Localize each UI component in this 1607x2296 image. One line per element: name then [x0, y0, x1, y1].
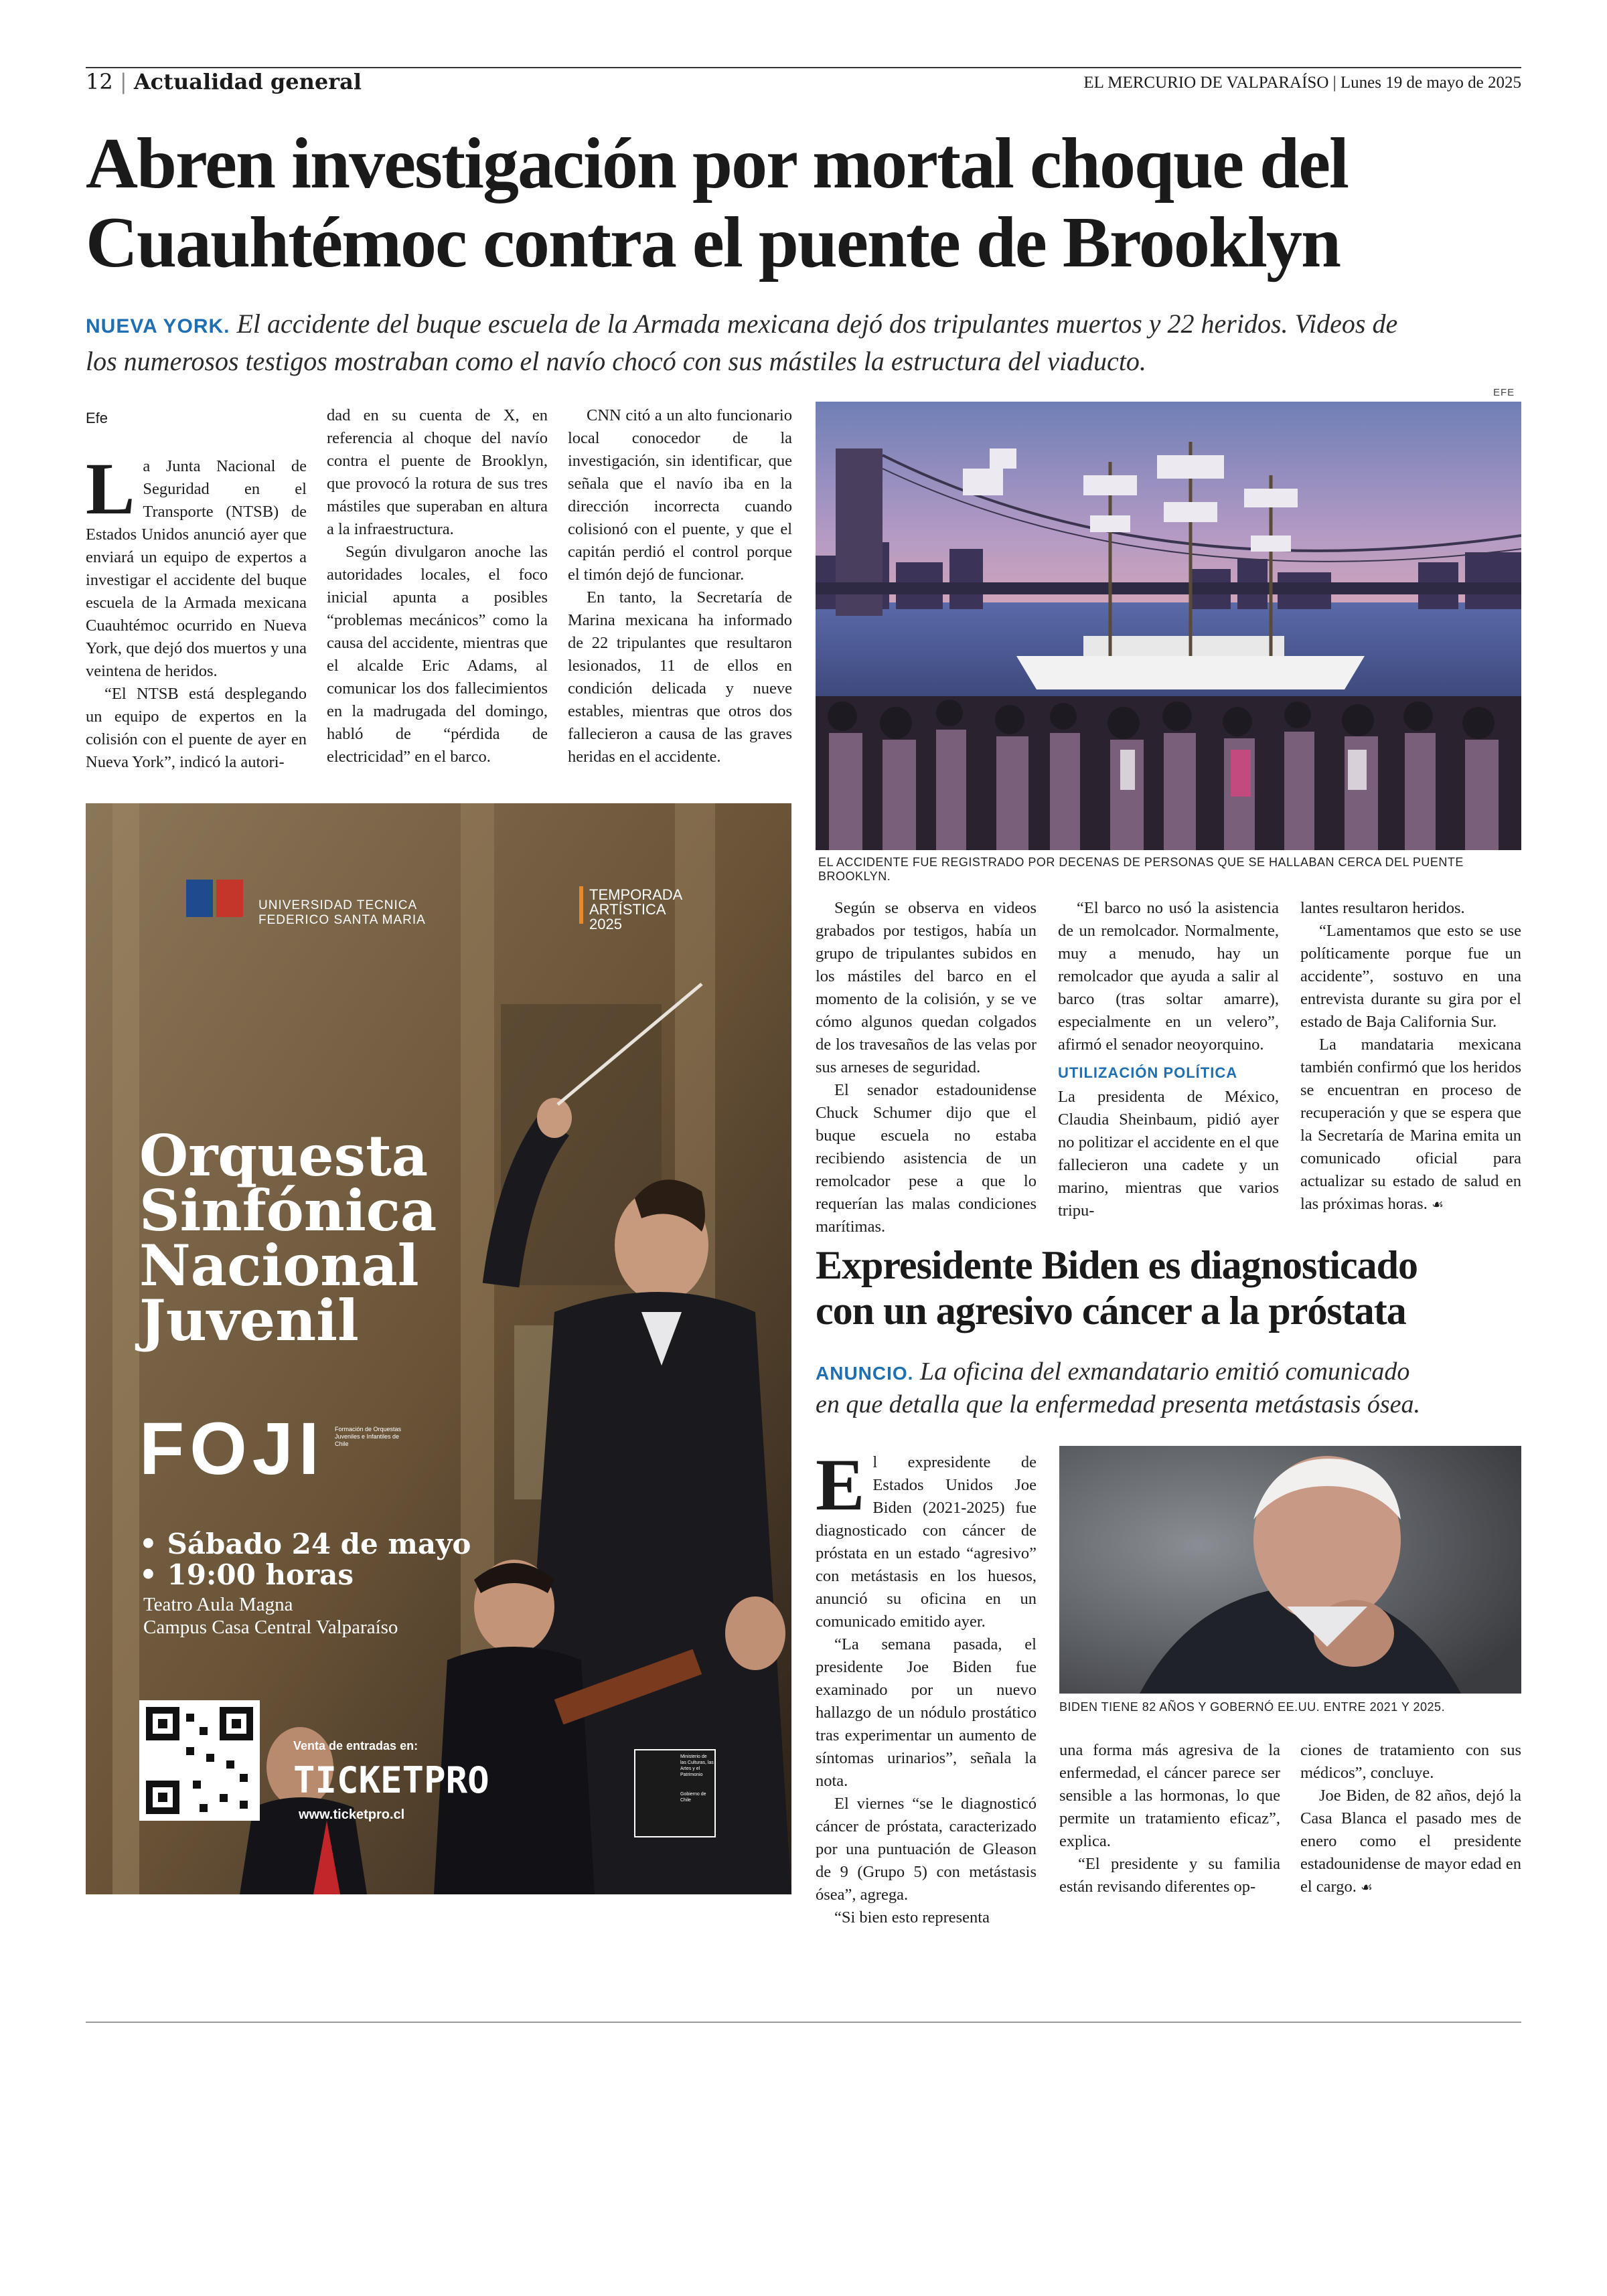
- article1-col4: [816, 897, 1037, 1238]
- article1-col1: [86, 448, 307, 774]
- orchestra-advertisement[interactable]: [86, 803, 791, 1894]
- article1-col6-p1: lantes resultaron heridos.: [1300, 899, 1465, 917]
- article1-headline-line2: Cuauhtémoc contra el puente de Brooklyn: [86, 203, 1341, 282]
- bottom-rule: [86, 2022, 1521, 2023]
- article2-end-mark-icon: ☙: [1361, 1879, 1373, 1895]
- article1-photo-brooklyn-bridge: [816, 402, 1521, 850]
- publication-date: Lunes 19 de mayo de 2025: [1340, 74, 1521, 92]
- ad-venue-line1: Teatro Aula Magna: [143, 1594, 293, 1615]
- ad-title: [139, 1123, 437, 1354]
- article1-col3-p2: En tanto, la Secretaría de Marina mexicana ha informado de 22 tripulantes que resultaron lesionados, 11 de ellos en condición delicada y nueve estables, mientras que otros dos fallecieron a causa de las graves heridas en el accidente.: [568, 588, 792, 766]
- article2-dek-line1: La oficina del exmandatario emitió comunicado: [919, 1358, 1410, 1386]
- article2-photo-biden: [1059, 1446, 1521, 1694]
- publication-dateline: EL MERCURIO DE VALPARAÍSO | Lunes 19 de mayo de 2025: [1083, 74, 1521, 92]
- article1-col5-p2: La presidenta de México, Claudia Sheinbaum, pidió ayer no politizar el accidente en el que fallecieron una cadete y un marino, mientras que varios tripu-: [1058, 1088, 1279, 1220]
- article1-col2-p2: Según divulgaron anoche las autoridades locales, el foco inicial apunta a posibles “problemas mecánicos” como la causa del accidente, mientras que el alcalde Eric Adams, al comunicar los dos fallecimientos en la madrugada del domingo, habló de “pérdida de electricidad” en el barco.: [327, 543, 548, 766]
- article1-col4-p2: El senador estadounidense Chuck Schumer dijo que el buque escuela no estaba recibiendo asistencia de un remolcador pese a que lo requerían las malas condiciones marítimas.: [816, 1081, 1037, 1236]
- article1-col6: [1300, 897, 1521, 1216]
- article1-col3: [568, 404, 792, 768]
- article2-headline-line2: con un agresivo cáncer a la próstata: [816, 1289, 1406, 1333]
- ad-season: [589, 888, 682, 932]
- article2-col1-p4: “Si bien esto representa: [834, 1908, 990, 1926]
- page-number: 12: [86, 69, 113, 94]
- article1-col2-p1: dad en su cuenta de X, en referencia al choque del navío contra el puente de Brooklyn, que provocó la rotura de sus tres mástiles que superaban en altura a la infraestructura.: [327, 406, 548, 538]
- ad-ministry-line2: Gobierno de Chile: [680, 1792, 706, 1803]
- article2-col3-p1: ciones de tratamiento con sus médicos”, concluye.: [1300, 1741, 1521, 1782]
- article2-col3: [1300, 1739, 1521, 1898]
- ad-university: [258, 898, 426, 928]
- article2-dek-line2: en que detalla que la enfermedad presenta metástasis ósea.: [816, 1390, 1421, 1418]
- article2-col1-p2: “La semana pasada, el presidente Joe Biden fue examinado por un nuevo hallazgo de un nódulo prostático tras experimentar un aumento de síntomas urinarios”, señala la nota.: [816, 1635, 1037, 1790]
- ad-season-line2: ARTÍSTICA: [589, 901, 666, 918]
- ad-season-line1: TEMPORADA: [589, 886, 683, 903]
- biden-portrait: [1059, 1446, 1521, 1694]
- article1-headline-line1: Abren investigación por mortal choque del: [86, 124, 1349, 203]
- article2-headline: [816, 1242, 1525, 1333]
- ad-university-line1: UNIVERSIDAD TECNICA: [258, 898, 418, 912]
- article2-col2-p2: “El presidente y su familia están revisando diferentes op-: [1059, 1855, 1280, 1896]
- article1-col4-p1: Según se observa en videos grabados por testigos, había un grupo de tripulantes subidos en los mástiles del barco en el momento de la colisión, y se ve cómo algunos quedan colgados de los travesaños de las velas por sus arneses de seguridad.: [816, 899, 1037, 1076]
- article1-col3-p1: CNN citó a un alto funcionario local conocedor de la investigación, sin identificar, que señala que el navío iba en la dirección incorrecta cuando colisionó con el puente, y que el capitán perdió el control porque el timón dejó de funcionar.: [568, 406, 792, 584]
- article2-photo-caption: BIDEN TIENE 82 AÑOS Y GOBERNÓ EE.UU. ENTRE 2021 Y 2025.: [1059, 1700, 1446, 1714]
- article1-col5-p1: “El barco no usó la asistencia de un remolcador. Normalmente, muy a menudo, hay un remolcador que ayuda a salir al barco (tras soltar amarre), especialmente en un velero”, afirmó el senador neoyorquino.: [1058, 899, 1279, 1054]
- ad-time: • 19:00 horas: [139, 1558, 354, 1591]
- article1-col1-p2: “El NTSB está desplegando un equipo de expertos en la colisión con el puente de ayer en Nueva York”, indicó la autori-: [86, 685, 307, 771]
- article2-col3-p2: Joe Biden, de 82 años, dejó la Casa Blanca el pasado mes de enero como el presidente estadounidense de mayor edad en el cargo.: [1300, 1787, 1521, 1896]
- article1-headline: [86, 125, 1525, 282]
- publication-name: EL MERCURIO DE VALPARAÍSO: [1083, 74, 1329, 92]
- ad-title-line2: Sinfónica: [139, 1177, 437, 1244]
- article2-dek: [816, 1356, 1525, 1420]
- article2-col2-p1: una forma más agresiva de la enfermedad, el cáncer parece ser sensible a las hormonas, lo que permite un tratamiento eficaz”, explica.: [1059, 1741, 1280, 1850]
- section-name: Actualidad general: [133, 69, 362, 94]
- article1-byline: Efe: [86, 410, 108, 426]
- article1-col6-p2: “Lamentamos que esto se use políticamente porque fue un accidente”, sostuvo en una entrevista durante su gira por el estado de Baja California Sur.: [1300, 922, 1521, 1031]
- ticketpro-logo[interactable]: TICKETPRO: [293, 1759, 489, 1801]
- article1-dropcap: L: [86, 448, 135, 529]
- article1-col6-p3: La mandataria mexicana también confirmó que los heridos se encuentran en proceso de recuperación y que se espera que la Secretaría de Marina emita un comunicado oficial para actualizar su estado de salud en las próximas horas.: [1300, 1036, 1521, 1213]
- article1-photo-caption: EL ACCIDENTE FUE REGISTRADO POR DECENAS DE PERSONAS QUE SE HALLABAN CERCA DEL PUENTE BROOKLYN.: [818, 855, 1464, 883]
- article2-headline-line1: Expresidente Biden es diagnosticado: [816, 1243, 1418, 1287]
- ad-brand-logo: FOJI: [139, 1408, 325, 1490]
- ad-ministry-line1: Ministerio de las Culturas, las Artes y el Patrimonio: [680, 1754, 714, 1777]
- article1-col5: [1058, 897, 1279, 1222]
- article1-dek-line2: los numerosos testigos mostraban como el navío chocó con sus mástiles la estructura del viaducto.: [86, 346, 1146, 376]
- article2-col1-p1: l expresidente de Estados Unidos Joe Biden (2021-2025) fue diagnosticado con cáncer de próstata en un estado “agresivo” con metástasis en los huesos, anunció su oficina en un comunicado emitido ayer.: [816, 1453, 1037, 1631]
- article2-dropcap: E: [816, 1444, 865, 1526]
- article1-dek-line1: El accidente del buque escuela de la Armada mexicana dejó dos tripulantes muertos y 22 heridos. Videos de: [236, 309, 1398, 339]
- article2-kicker: ANUNCIO.: [816, 1363, 914, 1384]
- ad-venue: [143, 1593, 398, 1639]
- page-folio: 12 | Actualidad general: [86, 69, 362, 94]
- ad-title-line3: Nacional: [139, 1232, 419, 1299]
- ad-brand-sub: Formación de Orquestas Juveniles e Infantiles de Chile: [335, 1426, 402, 1447]
- article1-col1-p1: a Junta Nacional de Seguridad en el Transporte (NTSB) de Estados Unidos anunció ayer que enviará un equipo de expertos a investigar el accidente del buque escuela de la Armada mexicana Cuauhtémoc ocurrido en Nueva York, que dejó dos muertos y una veintena de heridos.: [86, 457, 307, 680]
- ad-university-line2: FEDERICO SANTA MARIA: [258, 913, 426, 927]
- article2-col1: [816, 1444, 1037, 1929]
- brooklyn-bridge-scene: [816, 402, 1521, 850]
- ad-season-line3: 2025: [589, 916, 622, 932]
- article1-col2: [327, 404, 548, 768]
- ad-venue-line2: Campus Casa Central Valparaíso: [143, 1617, 398, 1638]
- article2-col1-p3: El viernes “se le diagnosticó cáncer de próstata, caracterizado por una puntuación de Gleason de 9 (Grupo 5) con metástasis ósea”, agrega.: [816, 1795, 1037, 1904]
- article1-photo-credit: EFE: [1493, 387, 1515, 398]
- ad-ministry-name: [680, 1754, 714, 1803]
- ad-title-line4: Juvenil: [139, 1287, 359, 1354]
- article1-kicker: NUEVA YORK.: [86, 315, 230, 337]
- ad-tickets-label: Venta de entradas en:: [293, 1739, 418, 1752]
- article1-dek: [86, 307, 1525, 379]
- article1-subhead: UTILIZACIÓN POLÍTICA: [1058, 1064, 1238, 1081]
- ad-title-line1: Orquesta: [139, 1123, 429, 1189]
- ad-date: • Sábado 24 de mayo: [139, 1528, 471, 1560]
- article1-end-mark-icon: ☙: [1431, 1196, 1444, 1212]
- ad-ticket-url[interactable]: www.ticketpro.cl: [299, 1807, 405, 1822]
- ad-schedule: [139, 1529, 471, 1590]
- article2-col2: [1059, 1739, 1280, 1898]
